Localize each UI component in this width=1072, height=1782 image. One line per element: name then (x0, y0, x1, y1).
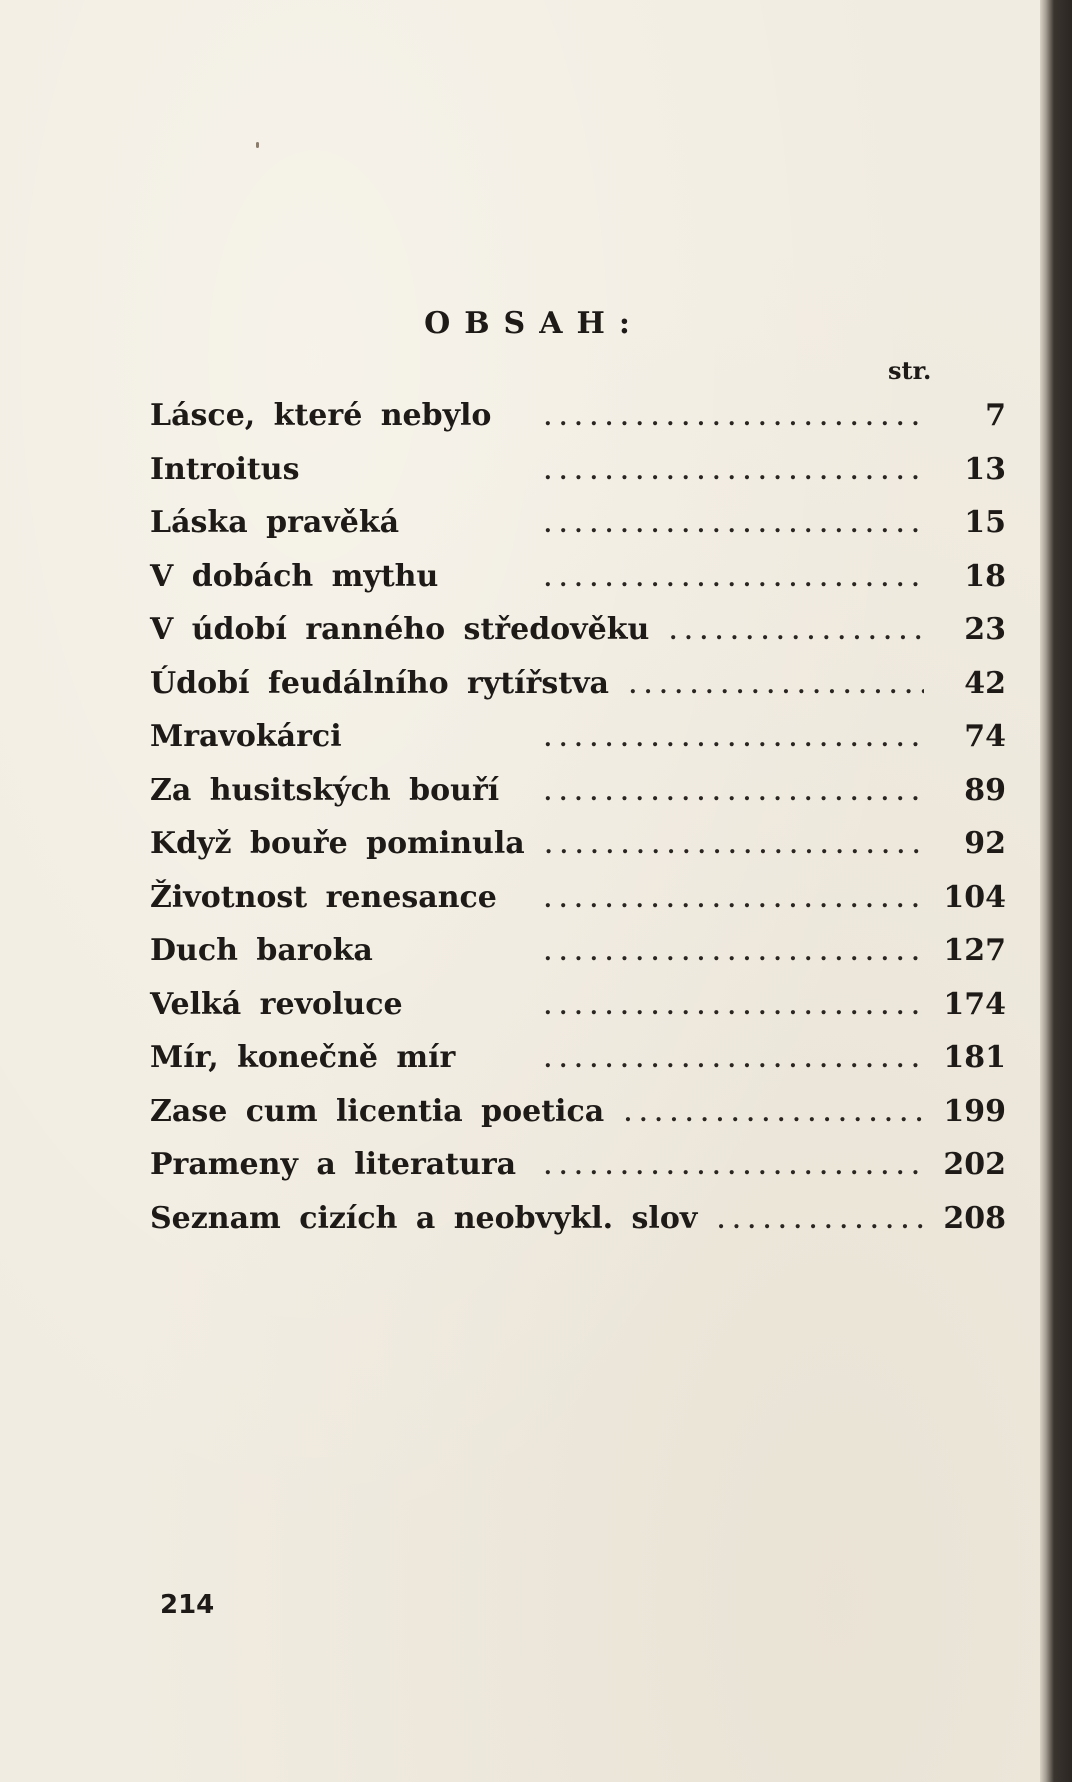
toc-entry (150, 719, 1006, 773)
dot-leader (525, 833, 934, 859)
toc-entry-page: 13 (964, 451, 1006, 487)
toc-entry-page: 23 (964, 612, 1006, 647)
toc-entry-page: 89 (964, 772, 1006, 808)
dot-leader (438, 566, 934, 592)
toc-entry (150, 1147, 1006, 1201)
dot-leader (604, 1101, 934, 1127)
toc-entry (150, 1094, 1006, 1148)
page-edge-shadow (1040, 0, 1072, 1782)
dot-leader (497, 887, 934, 913)
toc-entry-page: 202 (943, 1147, 1006, 1182)
table-of-contents (150, 398, 1006, 1254)
dot-leader (649, 619, 934, 645)
dot-leader (697, 1208, 934, 1234)
dot-leader (499, 780, 934, 806)
toc-entry (150, 987, 1006, 1041)
toc-entry-title: Duch baroka (150, 933, 373, 968)
toc-entry-title: V dobách mythu (150, 558, 439, 594)
toc-entry-title: Za husitských bouří (150, 772, 500, 808)
toc-entry-page: 174 (943, 986, 1006, 1022)
toc-entry (150, 933, 1006, 987)
dot-leader (491, 405, 934, 431)
toc-entry (150, 1040, 1006, 1094)
toc-entry (150, 398, 1006, 452)
toc-entry-title: Lásce, které nebylo (150, 398, 492, 433)
toc-entry-page: 74 (964, 719, 1006, 754)
toc-entry-title: Prameny a literatura (150, 1147, 517, 1182)
dot-leader (399, 512, 934, 538)
toc-entry (150, 826, 1006, 880)
toc-entry (150, 505, 1006, 559)
toc-entry-title: Introitus (150, 451, 300, 487)
dot-leader (299, 459, 934, 485)
toc-entry-page: 199 (943, 1093, 1006, 1129)
toc-entry-title: Životnost renesance (150, 879, 497, 915)
toc-entry (150, 773, 1006, 827)
toc-entry (150, 880, 1006, 934)
toc-entry-page: 104 (943, 879, 1006, 915)
toc-entry-page: 7 (985, 398, 1006, 433)
toc-entry-page: 18 (964, 558, 1006, 594)
toc-entry-title: Mravokárci (150, 719, 342, 754)
toc-entry-page: 92 (964, 826, 1006, 861)
toc-entry-page: 15 (964, 505, 1006, 540)
toc-entry-page: 208 (943, 1200, 1006, 1236)
dot-leader (342, 726, 934, 752)
toc-entry-page: 181 (943, 1040, 1006, 1075)
toc-entry-title: Údobí feudálního rytířstva (150, 665, 609, 701)
toc-entry-title: Mír, konečně mír (150, 1040, 456, 1075)
dot-leader (403, 994, 934, 1020)
toc-entry-title: Seznam cizích a neobvykl. slov (150, 1200, 698, 1236)
contents-heading: OBSAH: (424, 306, 644, 341)
dot-leader (609, 673, 934, 699)
dot-leader (516, 1154, 934, 1180)
toc-entry-title: Zase cum licentia poetica (150, 1093, 605, 1129)
toc-entry (150, 666, 1006, 720)
toc-entry (150, 559, 1006, 613)
toc-entry-page: 127 (943, 933, 1006, 968)
toc-entry-title: Když bouře pominula (150, 826, 525, 861)
toc-entry-title: V údobí ranného středověku (150, 612, 650, 647)
paper-speck (256, 142, 259, 148)
toc-entry (150, 1201, 1006, 1255)
dot-leader (455, 1047, 934, 1073)
toc-entry (150, 452, 1006, 506)
dot-leader (373, 940, 934, 966)
toc-entry-title: Láska pravěká (150, 505, 400, 540)
toc-entry-page: 42 (964, 665, 1006, 701)
page-number: 214 (160, 1590, 215, 1620)
toc-entry (150, 612, 1006, 666)
page-column-label: str. (888, 356, 932, 385)
toc-entry-title: Velká revoluce (150, 986, 403, 1022)
